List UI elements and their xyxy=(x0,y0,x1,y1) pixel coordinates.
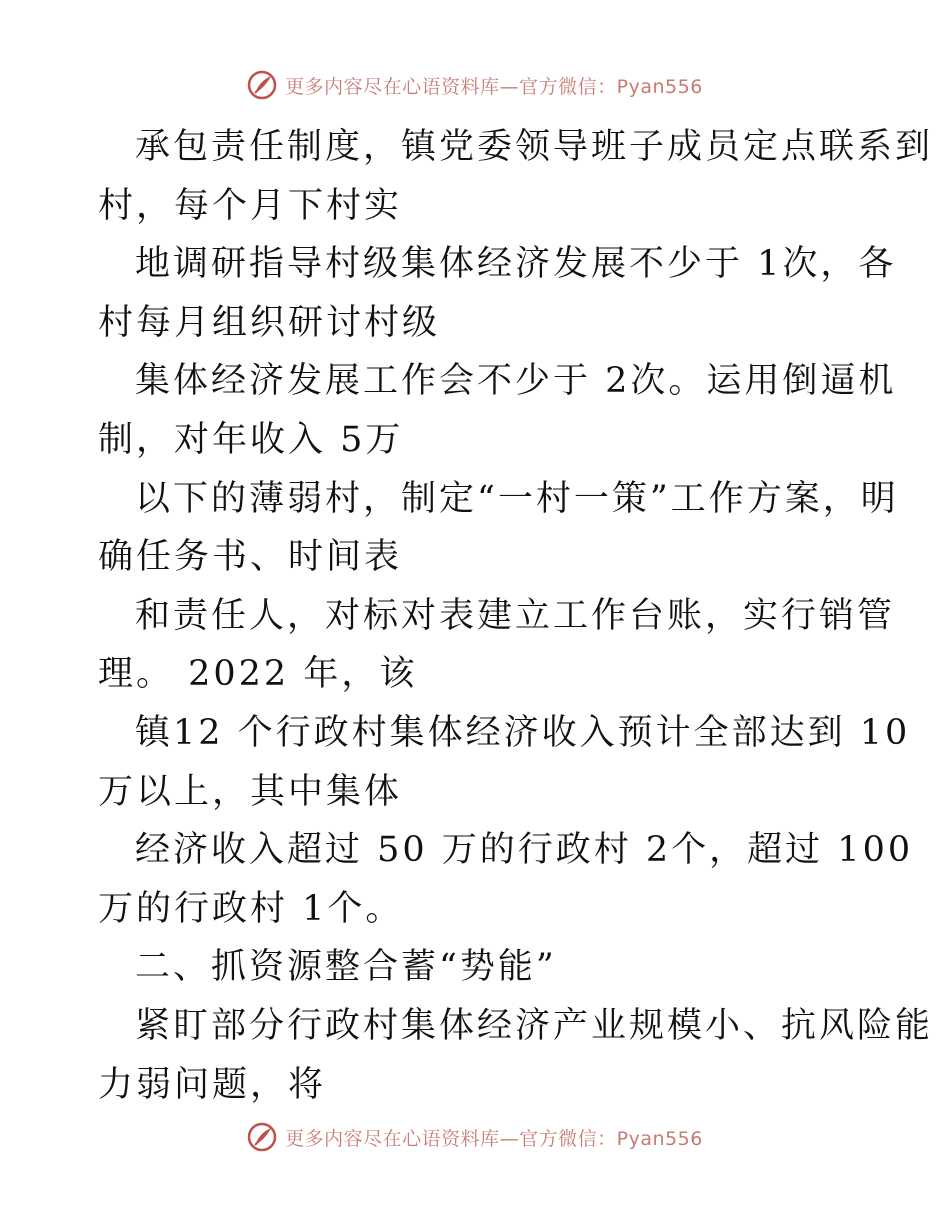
text-line: 经济收入超过 50 万的行政村 2个，超过 100 xyxy=(135,830,914,871)
text-line: 地调研指导村级集体经济发展不少于 1次，各 xyxy=(135,244,897,285)
header-banner-text: 更多内容尽在心语资料库—官方微信：Pyan556 xyxy=(285,75,703,98)
text-line: 制，对年收入 5万 xyxy=(98,419,404,460)
page-footer-banner xyxy=(0,1122,950,1152)
text-line: 和责任人，对标对表建立工作台账，实行销管 xyxy=(135,595,896,636)
text-line: 力弱问题，将 xyxy=(98,1064,327,1105)
text-line: 承包责任制度，镇党委领导班子成员定点联系到 xyxy=(135,127,934,167)
quill-logo-icon xyxy=(247,70,277,100)
text-line: 镇12 个行政村集体经济收入预计全部达到 10 xyxy=(135,712,911,753)
text-line: 理。 2022 年，该 xyxy=(98,654,418,695)
quill-logo-icon xyxy=(247,1122,277,1152)
text-line: 以下的薄弱村，制定“一村一策”工作方案，明 xyxy=(135,478,899,519)
section-heading: 二、抓资源整合蓄“势能” xyxy=(135,947,557,988)
text-line: 万的行政村 1个。 xyxy=(98,888,404,929)
text-line: 集体经济发展工作会不少于 2次。运用倒逼机 xyxy=(135,361,897,402)
text-line: 确任务书、时间表 xyxy=(98,537,403,578)
text-line: 紧盯部分行政村集体经济产业规模小、抗风险能 xyxy=(135,1005,934,1046)
text-line: 村，每个月下村实 xyxy=(98,185,403,226)
document-body xyxy=(98,118,934,1114)
page-header-banner xyxy=(0,70,950,100)
text-line: 村每月组织研讨村级 xyxy=(98,302,441,343)
footer-banner-text: 更多内容尽在心语资料库—官方微信：Pyan556 xyxy=(285,1127,703,1150)
text-line: 万以上，其中集体 xyxy=(98,771,403,812)
